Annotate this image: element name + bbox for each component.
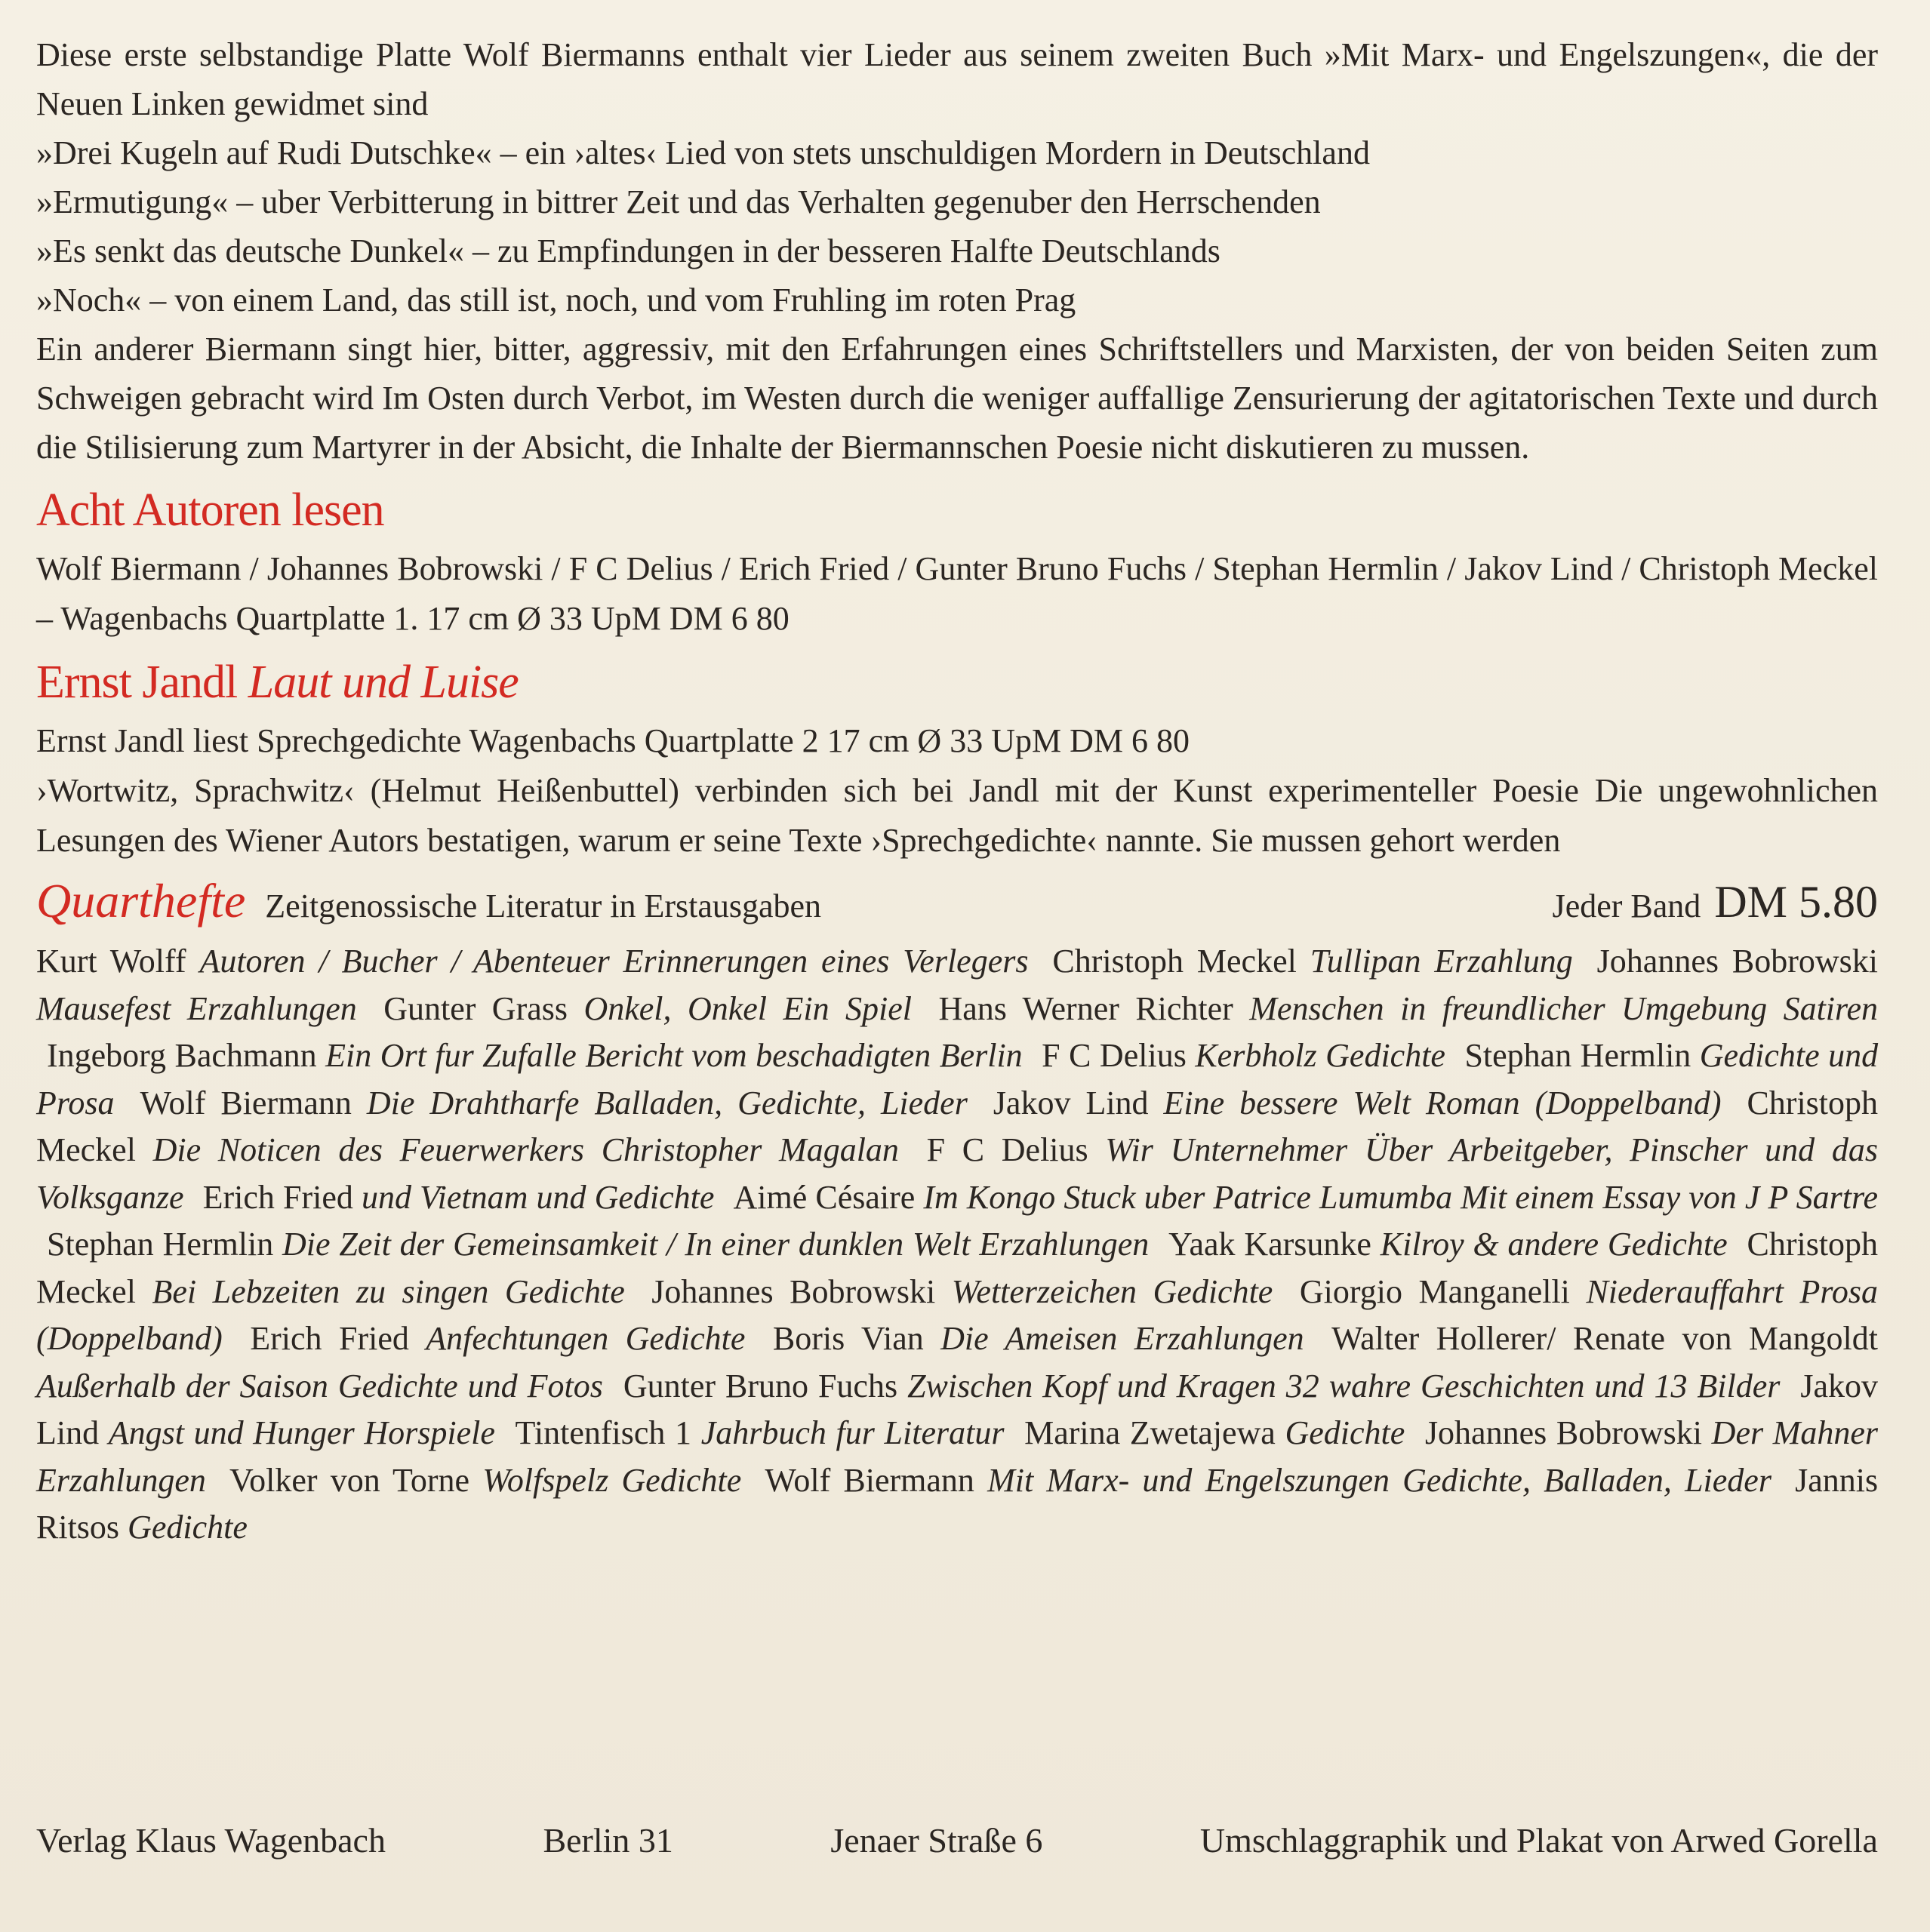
- catalog-author: Johannes Bobrowski: [1596, 943, 1879, 980]
- catalog-author: Stephan Hermlin: [47, 1226, 274, 1263]
- footer-city: Berlin 31: [543, 1821, 673, 1860]
- catalog-author: Walter Hollerer/ Renate von Mangoldt: [1331, 1320, 1878, 1357]
- footer: [36, 1820, 1878, 1860]
- catalog-title: Niederauffahrt Prosa (Doppelband): [36, 1272, 1879, 1357]
- jandl-section: [36, 648, 1878, 866]
- intro-section: [36, 30, 1878, 472]
- quarthefte-header: [36, 873, 1878, 938]
- catalog-title: Mit Marx- und Engelszungen Gedichte, Balladen, Lieder: [987, 1461, 1771, 1499]
- catalog-title: Anfechtungen Gedichte: [426, 1320, 746, 1357]
- quarthefte-catalog: [36, 938, 1878, 1552]
- quarthefte-price: DM 5.80: [1714, 877, 1878, 927]
- catalog-title: Die Drahtharfe Balladen, Gedichte, Lieder: [366, 1084, 968, 1121]
- catalog-author: Yaak Karsunke: [1168, 1226, 1371, 1263]
- catalog-title: Die Ameisen Erzahlungen: [940, 1320, 1304, 1357]
- catalog-title: Eine bessere Welt Roman (Doppelband): [1163, 1084, 1722, 1121]
- intro-line-1: Diese erste selbstandige Platte Wolf Biermanns enthalt vier Lieder aus seinem zweiten Buch »Mit Marx- und Engelszungen«, die der Neuen Linken gewidmet sind: [36, 36, 1878, 122]
- catalog-title: Wetterzeichen Gedichte: [951, 1272, 1273, 1310]
- catalog-author: Christoph Meckel: [1052, 943, 1297, 980]
- catalog-author: Jakov Lind: [36, 1367, 1879, 1451]
- catalog-title: Onkel, Onkel Ein Spiel: [583, 989, 912, 1027]
- catalog-author: Wolf Biermann: [140, 1084, 352, 1121]
- catalog-author: Jakov Lind: [993, 1084, 1149, 1121]
- catalog-title: Außerhalb der Saison Gedichte und Fotos: [36, 1367, 603, 1404]
- catalog-title: Gedichte: [128, 1509, 248, 1546]
- jandl-heading-title: Laut und Luise: [248, 657, 519, 708]
- catalog-author: Volker von Torne: [229, 1461, 470, 1499]
- catalog-author: Gunter Bruno Fuchs: [623, 1367, 898, 1404]
- intro-line-2: »Drei Kugeln auf Rudi Dutschke« – ein ›altes‹ Lied von stets unschuldigen Mordern in Deutschland: [36, 134, 1370, 171]
- catalog-author: Erich Fried: [202, 1178, 353, 1216]
- catalog-title: Gedichte: [1285, 1414, 1405, 1451]
- catalog-title: Ein Ort fur Zufalle Bericht vom beschadigten Berlin: [325, 1037, 1023, 1074]
- catalog-author: Kurt Wolff: [36, 943, 186, 980]
- catalog-author: Christoph Meckel: [36, 1084, 1879, 1168]
- catalog-title: Zwischen Kopf und Kragen 32 wahre Geschichten und 13 Bilder: [907, 1367, 1781, 1404]
- catalog-author: Erich Fried: [250, 1320, 409, 1357]
- jandl-line-2: ›Wortwitz, Sprachwitz‹ (Helmut Heißenbuttel) verbinden sich bei Jandl mit der Kunst experimenteller Poesie Die ungewohnlichen Lesungen des Wiener Autors bestatigen, warum er seine Texte ›Sprechgedichte‹ nannte. Sie mussen gehort werden: [36, 772, 1878, 859]
- catalog-author: Wolf Biermann: [765, 1461, 974, 1499]
- catalog-author: F C Delius: [1042, 1037, 1187, 1074]
- catalog-author: Tintenfisch 1: [515, 1414, 692, 1451]
- quarthefte-title: Quarthefte: [36, 874, 246, 928]
- acht-autoren-text: Wolf Biermann / Johannes Bobrowski / F C Delius / Erich Fried / Gunter Bruno Fuchs / Stephan Hermlin / Jakov Lind / Christoph Meckel – Wagenbachs Quartplatte 1. 17 cm Ø 33 UpM DM 6 80: [36, 550, 1878, 637]
- acht-autoren-section: [36, 476, 1878, 644]
- intro-line-3: »Ermutigung« – uber Verbitterung in bittrer Zeit und das Verhalten gegenuber den Herrschenden: [36, 183, 1321, 220]
- catalog-title: und Vietnam und Gedichte: [361, 1178, 715, 1216]
- catalog-author: Christoph Meckel: [36, 1226, 1879, 1310]
- catalog-title: Der Mahner Erzahlungen: [36, 1414, 1879, 1499]
- catalog-author: Johannes Bobrowski: [651, 1272, 936, 1310]
- catalog-author: Hans Werner Richter: [938, 989, 1233, 1027]
- footer-publisher: Verlag Klaus Wagenbach: [36, 1821, 386, 1860]
- footer-street: Jenaer Straße 6: [830, 1821, 1043, 1860]
- catalog-author: Stephan Hermlin: [1464, 1037, 1691, 1074]
- catalog-title: Kerbholz Gedichte: [1195, 1037, 1445, 1074]
- quarthefte-price-group: [1553, 876, 1878, 928]
- intro-line-5: »Noch« – von einem Land, das still ist, noch, und vom Fruhling im roten Prag: [36, 281, 1076, 318]
- jandl-heading: [36, 648, 1878, 716]
- catalog-author: Gunter Grass: [383, 989, 568, 1027]
- footer-credit: Umschlaggraphik und Plakat von Arwed Gorella: [1199, 1821, 1878, 1860]
- quarthefte-price-label: Jeder Band: [1552, 888, 1701, 924]
- catalog-title: Angst und Hunger Horspiele: [108, 1414, 495, 1451]
- catalog-title: Mausefest Erzahlungen: [36, 989, 357, 1027]
- catalog-author: Johannes Bobrowski: [1424, 1414, 1703, 1451]
- catalog-title: Kilroy & andere Gedichte: [1380, 1226, 1728, 1263]
- quarthefte-title-group: [36, 873, 821, 929]
- intro-paragraph: Ein anderer Biermann singt hier, bitter, aggressiv, mit den Erfahrungen eines Schriftstellers und Marxisten, der von beiden Seiten zum Schweigen gebracht wird Im Osten durch Verbot, im Westen durch die weniger auffallige Zensurierung der agitatorischen Texte und durch die Stilisierung zum Martyrer in der Absicht, die Inhalte der Biermannschen Poesie nicht diskutieren zu mussen.: [36, 331, 1878, 466]
- catalog-author: Marina Zwetajewa: [1024, 1414, 1276, 1451]
- catalog-title: Menschen in freundlicher Umgebung Satiren: [1249, 989, 1879, 1027]
- jandl-heading-author: Ernst Jandl: [36, 657, 238, 708]
- catalog-title: Jahrbuch fur Literatur: [700, 1414, 1005, 1451]
- catalog-title: Im Kongo Stuck uber Patrice Lumumba Mit einem Essay von J P Sartre: [923, 1178, 1879, 1216]
- acht-autoren-heading: Acht Autoren lesen: [36, 485, 384, 536]
- content: [36, 30, 1878, 1552]
- catalog-author: F C Delius: [926, 1131, 1088, 1168]
- catalog-title: Bei Lebzeiten zu singen Gedichte: [152, 1272, 625, 1310]
- catalog-author: Giorgio Manganelli: [1299, 1272, 1570, 1310]
- catalog-title: Die Zeit der Gemeinsamkeit / In einer dunklen Welt Erzahlungen: [282, 1226, 1150, 1263]
- catalog-author: Ingeborg Bachmann: [47, 1037, 317, 1074]
- catalog-title: Wolfspelz Gedichte: [482, 1461, 742, 1499]
- catalog-author: Jannis Ritsos: [36, 1461, 1879, 1546]
- intro-line-4: »Es senkt das deutsche Dunkel« – zu Empfindungen in der besseren Halfte Deutschlands: [36, 232, 1220, 269]
- catalog-title: Tullipan Erzahlung: [1310, 943, 1573, 980]
- catalog-author: Boris Vian: [772, 1320, 924, 1357]
- quarthefte-subtitle: Zeitgenossische Literatur in Erstausgaben: [265, 888, 822, 924]
- catalog-title: Autoren / Bucher / Abenteuer Erinnerungen eines Verlegers: [199, 943, 1029, 980]
- catalog-author: Aimé Césaire: [733, 1178, 916, 1216]
- catalog-title: Gedichte und Prosa: [36, 1037, 1879, 1121]
- catalog-title: Die Noticen des Feuerwerkers Christopher Magalan: [152, 1131, 899, 1168]
- jandl-line-1: Ernst Jandl liest Sprechgedichte Wagenbachs Quartplatte 2 17 cm Ø 33 UpM DM 6 80: [36, 722, 1190, 759]
- catalog-title: Wir Unternehmer Über Arbeitgeber, Pinscher und das Volksganze: [36, 1131, 1878, 1216]
